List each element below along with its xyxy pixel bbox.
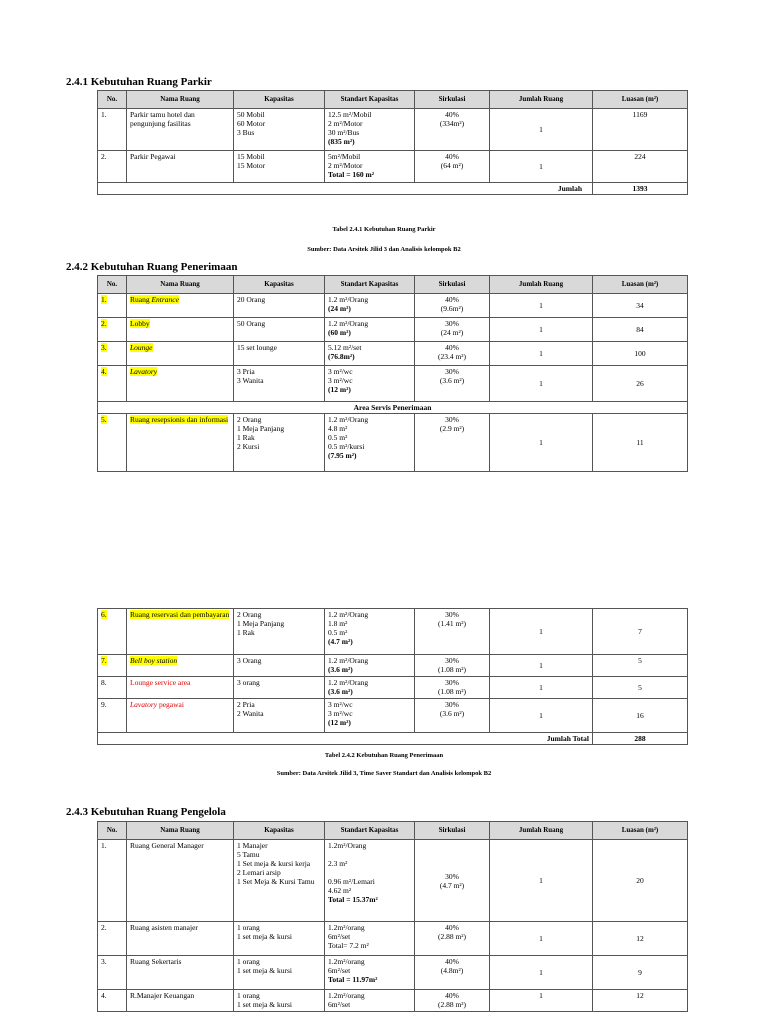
room-name: Ruang asisten manajer bbox=[130, 923, 198, 932]
cell-sirkulasi bbox=[415, 151, 490, 183]
table-parkir bbox=[97, 90, 688, 195]
cell-luasan: 224 bbox=[593, 151, 688, 183]
cell-line: 15 set lounge bbox=[237, 343, 277, 352]
row-number: 5. bbox=[101, 415, 107, 424]
cell-luasan: 84 bbox=[593, 318, 688, 342]
cell-jumlah-ruang: 1 bbox=[490, 699, 593, 733]
cell-sirkulasi bbox=[415, 677, 490, 699]
room-name: Lounge service area bbox=[130, 678, 191, 687]
total-row bbox=[98, 183, 688, 195]
cell-sirkulasi bbox=[415, 956, 490, 990]
cell-line: 1 Meja Panjang bbox=[237, 424, 285, 433]
cell-line: 30% bbox=[445, 700, 459, 709]
cell-line: 50 Orang bbox=[237, 319, 266, 328]
cell-nama-ruang bbox=[127, 318, 234, 342]
cell-line: 40% bbox=[445, 343, 459, 352]
room-name: Ruang resepsionis dan informasi bbox=[130, 415, 229, 424]
cell-line: (4.7 m²) bbox=[439, 880, 465, 890]
table-header-row bbox=[98, 822, 688, 840]
room-name-italic: Entrance bbox=[151, 295, 179, 304]
cell-line: 30 m²/Bus bbox=[328, 128, 360, 137]
cell-line: 0.96 m²/Lemari bbox=[328, 877, 375, 886]
cell-nama-ruang bbox=[127, 609, 234, 655]
cell-sirkulasi bbox=[415, 414, 490, 472]
cell-line: (60 m²) bbox=[328, 328, 351, 337]
cell-line: 1 Set meja & kursi kerja bbox=[237, 859, 311, 868]
cell-line: 5m²/Mobil bbox=[328, 152, 361, 161]
room-name-text: Ruang bbox=[130, 295, 152, 304]
cell-line bbox=[328, 850, 411, 859]
cell-line: 2 m²/Motor bbox=[328, 161, 363, 170]
table-row bbox=[98, 677, 688, 699]
cell-line: 40% bbox=[445, 923, 459, 932]
cell-line: 1.2 m²/Orang bbox=[328, 415, 369, 424]
header-sirkulasi: Sirkulasi bbox=[415, 91, 490, 109]
header-kapasitas: Kapasitas bbox=[234, 822, 325, 840]
cell-no: 2. bbox=[98, 151, 127, 183]
cell-sirkulasi bbox=[415, 609, 490, 655]
table-pengelola bbox=[97, 821, 688, 1012]
cell-line: 30% bbox=[445, 678, 459, 687]
cell-line: 3 Orang bbox=[237, 656, 262, 665]
cell-line: 15 Motor bbox=[237, 161, 266, 170]
cell-jumlah-ruang: 1 bbox=[490, 990, 593, 1012]
row-number: 1. bbox=[101, 295, 107, 304]
cell-kapasitas bbox=[234, 342, 325, 366]
cell-line: 4.62 m² bbox=[328, 886, 352, 895]
cell-line: 30% bbox=[445, 415, 459, 424]
cell-line: Total = 160 m² bbox=[328, 170, 375, 179]
table-row bbox=[98, 151, 688, 183]
header-luasan: Luasan (m²) bbox=[593, 91, 688, 109]
row-number: 3. bbox=[101, 343, 107, 352]
cell-sirkulasi bbox=[415, 699, 490, 733]
cell-nama-ruang bbox=[127, 342, 234, 366]
room-name: Parkir Pegawai bbox=[130, 152, 176, 161]
cell-kapasitas bbox=[234, 956, 325, 990]
cell-luasan: 20 bbox=[593, 840, 688, 922]
cell-line: 30% bbox=[445, 319, 459, 328]
table-caption: Tabel 2.4.1 Kebutuhan Ruang Parkir bbox=[332, 226, 436, 233]
cell-line: (2.88 m²) bbox=[437, 1000, 467, 1009]
room-name: R.Manajer Keuangan bbox=[130, 991, 195, 1000]
cell-line: (334m²) bbox=[439, 119, 465, 128]
cell-line: 1 set meja & kursi bbox=[237, 966, 292, 975]
cell-standart bbox=[325, 109, 415, 151]
cell-standart bbox=[325, 677, 415, 699]
table-row bbox=[98, 990, 688, 1012]
cell-nama-ruang bbox=[127, 414, 234, 472]
cell-line: 1.2m²/orang bbox=[328, 991, 365, 1000]
cell-line: 1 orang bbox=[237, 991, 260, 1000]
header-sirkulasi: Sirkulasi bbox=[415, 822, 490, 840]
section-title-pengelola: 2.4.3 Kebutuhan Ruang Pengelola bbox=[66, 806, 226, 818]
cell-line: (12 m²) bbox=[328, 385, 351, 394]
cell-luasan: 9 bbox=[593, 956, 688, 990]
cell-jumlah-ruang: 1 bbox=[490, 840, 593, 922]
cell-standart bbox=[325, 609, 415, 655]
cell-luasan: 12 bbox=[593, 922, 688, 956]
table-penerimaan-continued bbox=[97, 608, 688, 745]
room-name: Lobby bbox=[130, 319, 150, 328]
row-number: 2. bbox=[101, 319, 107, 328]
cell-line: 1.2 m²/Orang bbox=[328, 610, 369, 619]
cell-line: (4.8m²) bbox=[440, 966, 464, 975]
cell-sirkulasi bbox=[415, 342, 490, 366]
header-standart-kapasitas: Standart Kapasitas bbox=[325, 276, 415, 294]
cell-no: 9. bbox=[98, 699, 127, 733]
cell-standart bbox=[325, 151, 415, 183]
cell-standart bbox=[325, 956, 415, 990]
cell-sirkulasi bbox=[415, 990, 490, 1012]
cell-line: 1 Meja Panjang bbox=[237, 619, 285, 628]
cell-line: 3 Wanita bbox=[237, 376, 264, 385]
cell-no: 1. bbox=[98, 109, 127, 151]
table-header-row bbox=[98, 276, 688, 294]
row-number: 7. bbox=[101, 656, 107, 665]
cell-line: 40% bbox=[445, 957, 459, 966]
cell-no bbox=[98, 318, 127, 342]
room-name: Lavatory bbox=[130, 367, 158, 376]
cell-no: 8. bbox=[98, 677, 127, 699]
cell-standart bbox=[325, 699, 415, 733]
header-standart-kapasitas: Standart Kapasitas bbox=[325, 822, 415, 840]
cell-kapasitas bbox=[234, 677, 325, 699]
cell-line: (4.7 m²) bbox=[328, 637, 353, 646]
cell-line: 1 Set Meja & Kursi Tamu bbox=[237, 877, 315, 886]
total-value: 1393 bbox=[593, 183, 688, 195]
cell-no bbox=[98, 414, 127, 472]
subheader-row bbox=[98, 402, 688, 414]
cell-line: 3 Pria bbox=[237, 367, 255, 376]
cell-line: (64 m²) bbox=[440, 161, 464, 170]
row-number: 4. bbox=[101, 367, 107, 376]
cell-luasan: 11 bbox=[593, 414, 688, 472]
cell-line: (3.6 m²) bbox=[328, 687, 353, 696]
cell-kapasitas bbox=[234, 840, 325, 922]
header-standart-kapasitas: Standart Kapasitas bbox=[325, 91, 415, 109]
cell-standart bbox=[325, 655, 415, 677]
cell-nama-ruang bbox=[127, 699, 234, 733]
cell-line: 60 Motor bbox=[237, 119, 266, 128]
cell-line: 1 set meja & kursi bbox=[237, 932, 292, 941]
cell-no: 1. bbox=[98, 840, 127, 922]
cell-standart bbox=[325, 294, 415, 318]
cell-line: 3 m²/wc bbox=[328, 700, 353, 709]
cell-kapasitas bbox=[234, 414, 325, 472]
cell-line: 40% bbox=[445, 295, 459, 304]
cell-line: Total = 15.37m² bbox=[328, 895, 378, 904]
cell-line: 40% bbox=[445, 991, 459, 1000]
cell-line: 30% bbox=[445, 656, 459, 665]
table-row bbox=[98, 922, 688, 956]
room-name bbox=[130, 700, 184, 709]
cell-luasan: 7 bbox=[593, 609, 688, 655]
cell-sirkulasi bbox=[415, 840, 490, 922]
room-name-text: pegawai bbox=[157, 700, 184, 709]
cell-jumlah-ruang: 1 bbox=[490, 609, 593, 655]
cell-line: 1.2 m²/Orang bbox=[328, 656, 369, 665]
cell-line: 2 Wanita bbox=[237, 709, 264, 718]
cell-line: 1 Rak bbox=[237, 433, 255, 442]
cell-sirkulasi bbox=[415, 922, 490, 956]
cell-sirkulasi bbox=[415, 655, 490, 677]
cell-nama-ruang bbox=[127, 677, 234, 699]
table-row bbox=[98, 956, 688, 990]
cell-line: (24 m²) bbox=[328, 304, 351, 313]
cell-kapasitas bbox=[234, 655, 325, 677]
table-penerimaan bbox=[97, 275, 688, 472]
room-name: Ruang reservasi dan pembayaran bbox=[130, 610, 230, 619]
cell-line: 20 Orang bbox=[237, 295, 266, 304]
cell-line: 1.2m²/orang bbox=[328, 957, 365, 966]
cell-line: (76.8m²) bbox=[328, 352, 355, 361]
table-row bbox=[98, 609, 688, 655]
cell-line: 1 Rak bbox=[237, 628, 255, 637]
header-kapasitas: Kapasitas bbox=[234, 276, 325, 294]
table-row bbox=[98, 366, 688, 402]
table-row bbox=[98, 342, 688, 366]
cell-kapasitas bbox=[234, 109, 325, 151]
cell-line: 3 Bus bbox=[237, 128, 255, 137]
cell-nama-ruang bbox=[127, 840, 234, 922]
cell-line: 4.8 m² bbox=[328, 424, 348, 433]
cell-line: 5 Tamu bbox=[237, 850, 260, 859]
table-row bbox=[98, 294, 688, 318]
cell-line: 2 Lemari arsip bbox=[237, 868, 281, 877]
cell-nama-ruang bbox=[127, 655, 234, 677]
cell-line: 1.2 m²/Orang bbox=[328, 295, 369, 304]
cell-line: Total = 11.97m² bbox=[328, 975, 378, 984]
cell-nama-ruang bbox=[127, 956, 234, 990]
cell-line: 12.5 m²/Mobil bbox=[328, 110, 372, 119]
cell-nama-ruang bbox=[127, 151, 234, 183]
cell-line: 1.2m²/orang bbox=[328, 923, 365, 932]
cell-luasan: 1169 bbox=[593, 109, 688, 151]
table-row bbox=[98, 318, 688, 342]
room-name-italic: Lavatory bbox=[130, 700, 158, 709]
cell-jumlah-ruang: 1 bbox=[490, 366, 593, 402]
table-row bbox=[98, 109, 688, 151]
cell-line: (1.08 m²) bbox=[437, 665, 467, 674]
cell-sirkulasi bbox=[415, 318, 490, 342]
cell-luasan: 5 bbox=[593, 655, 688, 677]
header-jumlah-ruang: Jumlah Ruang bbox=[490, 822, 593, 840]
cell-line: 2 Kursi bbox=[237, 442, 260, 451]
cell-line: 0.5 m²/kursi bbox=[328, 442, 365, 451]
header-kapasitas: Kapasitas bbox=[234, 91, 325, 109]
cell-line: (23.4 m²) bbox=[437, 352, 467, 361]
cell-line: 30% bbox=[445, 610, 459, 619]
table-source: Sumber: Data Arsitek Jilid 3 dan Analisis kelompok B2 bbox=[307, 246, 461, 253]
cell-line: (2.88 m²) bbox=[437, 932, 467, 941]
cell-luasan: 5 bbox=[593, 677, 688, 699]
cell-jumlah-ruang: 1 bbox=[490, 109, 593, 151]
cell-line: 6m²/set bbox=[328, 1000, 351, 1009]
cell-line: 1 set meja & kursi bbox=[237, 1000, 292, 1009]
cell-nama-ruang bbox=[127, 366, 234, 402]
cell-no: 2. bbox=[98, 922, 127, 956]
cell-kapasitas bbox=[234, 990, 325, 1012]
header-nama-ruang: Nama Ruang bbox=[127, 91, 234, 109]
cell-no bbox=[98, 294, 127, 318]
cell-luasan: 26 bbox=[593, 366, 688, 402]
cell-line: 6m²/set bbox=[328, 966, 351, 975]
cell-line: 2 Pria bbox=[237, 700, 255, 709]
total-row bbox=[98, 733, 688, 745]
cell-line: 1 orang bbox=[237, 923, 260, 932]
room-name: Ruang Sekertaris bbox=[130, 957, 182, 966]
cell-line: 50 Mobil bbox=[237, 110, 265, 119]
cell-line: 3 m²/wc bbox=[328, 367, 353, 376]
table-row bbox=[98, 655, 688, 677]
cell-line: 3 m²/wc bbox=[328, 709, 353, 718]
cell-standart bbox=[325, 840, 415, 922]
cell-standart bbox=[325, 414, 415, 472]
cell-line: 2 Orang bbox=[237, 610, 262, 619]
header-no: No. bbox=[98, 276, 127, 294]
header-no: No. bbox=[98, 822, 127, 840]
cell-line: (2.9 m²) bbox=[439, 424, 465, 433]
cell-line: 1.2 m²/Orang bbox=[328, 319, 369, 328]
cell-line: 0.5 m² bbox=[328, 628, 348, 637]
cell-line: 1.2m²/Orang bbox=[328, 841, 367, 850]
cell-kapasitas bbox=[234, 294, 325, 318]
cell-luasan: 16 bbox=[593, 699, 688, 733]
room-name bbox=[130, 295, 179, 304]
cell-line: 6m²/set bbox=[328, 932, 351, 941]
row-number: 6. bbox=[101, 610, 107, 619]
cell-sirkulasi bbox=[415, 109, 490, 151]
cell-standart bbox=[325, 318, 415, 342]
cell-no: 4. bbox=[98, 990, 127, 1012]
room-name: Lounge bbox=[130, 343, 153, 352]
table-header-row bbox=[98, 91, 688, 109]
cell-line: 5.12 m²/set bbox=[328, 343, 362, 352]
cell-standart bbox=[325, 366, 415, 402]
cell-sirkulasi bbox=[415, 366, 490, 402]
total-label: Jumlah bbox=[98, 183, 593, 195]
cell-jumlah-ruang: 1 bbox=[490, 956, 593, 990]
cell-jumlah-ruang: 1 bbox=[490, 342, 593, 366]
area-servis-subheader: Area Servis Penerimaan bbox=[98, 402, 688, 414]
header-nama-ruang: Nama Ruang bbox=[127, 822, 234, 840]
total-value: 288 bbox=[593, 733, 688, 745]
header-no: No. bbox=[98, 91, 127, 109]
cell-line: (7.95 m²) bbox=[328, 451, 357, 460]
cell-jumlah-ruang: 1 bbox=[490, 414, 593, 472]
cell-no bbox=[98, 342, 127, 366]
cell-line: (9.6m²) bbox=[440, 304, 464, 313]
cell-nama-ruang bbox=[127, 294, 234, 318]
cell-luasan: 12 bbox=[593, 990, 688, 1012]
cell-jumlah-ruang: 1 bbox=[490, 151, 593, 183]
cell-nama-ruang bbox=[127, 109, 234, 151]
table-row bbox=[98, 699, 688, 733]
cell-line: 30% bbox=[445, 367, 459, 376]
cell-kapasitas bbox=[234, 318, 325, 342]
room-name: Ruang General Manager bbox=[130, 841, 204, 850]
cell-jumlah-ruang: 1 bbox=[490, 294, 593, 318]
cell-line: 40% bbox=[445, 152, 459, 161]
cell-line: (1.41 m²) bbox=[437, 619, 467, 628]
cell-line: (3.6 m²) bbox=[439, 376, 465, 385]
cell-line: 3 orang bbox=[237, 678, 260, 687]
cell-line: (12 m²) bbox=[328, 718, 351, 727]
header-luasan: Luasan (m²) bbox=[593, 822, 688, 840]
header-luasan: Luasan (m²) bbox=[593, 276, 688, 294]
table-source: Sumber: Data Arsitek Jilid 3, Time Saver Standart dan Analisis kelompok B2 bbox=[276, 770, 492, 777]
cell-nama-ruang bbox=[127, 990, 234, 1012]
cell-line: 1.2 m²/Orang bbox=[328, 678, 369, 687]
cell-line: (3.6 m²) bbox=[439, 709, 465, 718]
cell-line: 0.5 m² bbox=[328, 433, 348, 442]
cell-line: (3.6 m²) bbox=[328, 665, 353, 674]
section-title-parkir: 2.4.1 Kebutuhan Ruang Parkir bbox=[66, 76, 212, 88]
cell-line: 1 orang bbox=[237, 957, 260, 966]
cell-line: 40% bbox=[445, 110, 459, 119]
room-name: Bell boy station bbox=[130, 656, 178, 665]
cell-jumlah-ruang: 1 bbox=[490, 922, 593, 956]
cell-no bbox=[98, 366, 127, 402]
cell-line: 2.3 m² bbox=[328, 859, 348, 868]
cell-kapasitas bbox=[234, 922, 325, 956]
cell-standart bbox=[325, 342, 415, 366]
cell-line: Total= 7.2 m² bbox=[328, 941, 369, 950]
cell-standart bbox=[325, 990, 415, 1012]
room-name: Parkir tamu hotel dan pengunjung fasilitas bbox=[130, 110, 195, 128]
cell-kapasitas bbox=[234, 366, 325, 402]
table-row bbox=[98, 840, 688, 922]
cell-line bbox=[328, 868, 411, 877]
cell-kapasitas bbox=[234, 151, 325, 183]
cell-nama-ruang bbox=[127, 922, 234, 956]
cell-no bbox=[98, 655, 127, 677]
cell-line: 3 m²/wc bbox=[328, 376, 353, 385]
cell-standart bbox=[325, 922, 415, 956]
cell-line: (1.08 m²) bbox=[437, 687, 467, 696]
cell-line: 1 Manajer bbox=[237, 841, 268, 850]
cell-jumlah-ruang: 1 bbox=[490, 318, 593, 342]
cell-jumlah-ruang: 1 bbox=[490, 655, 593, 677]
cell-kapasitas bbox=[234, 609, 325, 655]
cell-no bbox=[98, 609, 127, 655]
cell-line: 2 Orang bbox=[237, 415, 262, 424]
cell-no: 3. bbox=[98, 956, 127, 990]
cell-line: 15 Mobil bbox=[237, 152, 265, 161]
cell-line: (24 m²) bbox=[440, 328, 464, 337]
total-label: Jumlah Total bbox=[98, 733, 593, 745]
cell-line: 1.8 m² bbox=[328, 619, 348, 628]
table-row bbox=[98, 414, 688, 472]
header-jumlah-ruang: Jumlah Ruang bbox=[490, 91, 593, 109]
cell-kapasitas bbox=[234, 699, 325, 733]
cell-line: (835 m²) bbox=[328, 137, 355, 146]
cell-sirkulasi bbox=[415, 294, 490, 318]
header-jumlah-ruang: Jumlah Ruang bbox=[490, 276, 593, 294]
table-caption: Tabel 2.4.2 Kebutuhan Ruang Penerimaan bbox=[324, 752, 444, 759]
header-nama-ruang: Nama Ruang bbox=[127, 276, 234, 294]
cell-luasan: 100 bbox=[593, 342, 688, 366]
cell-line: 2 m²/Motor bbox=[328, 119, 363, 128]
section-title-penerimaan: 2.4.2 Kebutuhan Ruang Penerimaan bbox=[66, 261, 238, 273]
header-sirkulasi: Sirkulasi bbox=[415, 276, 490, 294]
cell-line: 30% bbox=[445, 871, 459, 881]
cell-luasan: 34 bbox=[593, 294, 688, 318]
cell-jumlah-ruang: 1 bbox=[490, 677, 593, 699]
